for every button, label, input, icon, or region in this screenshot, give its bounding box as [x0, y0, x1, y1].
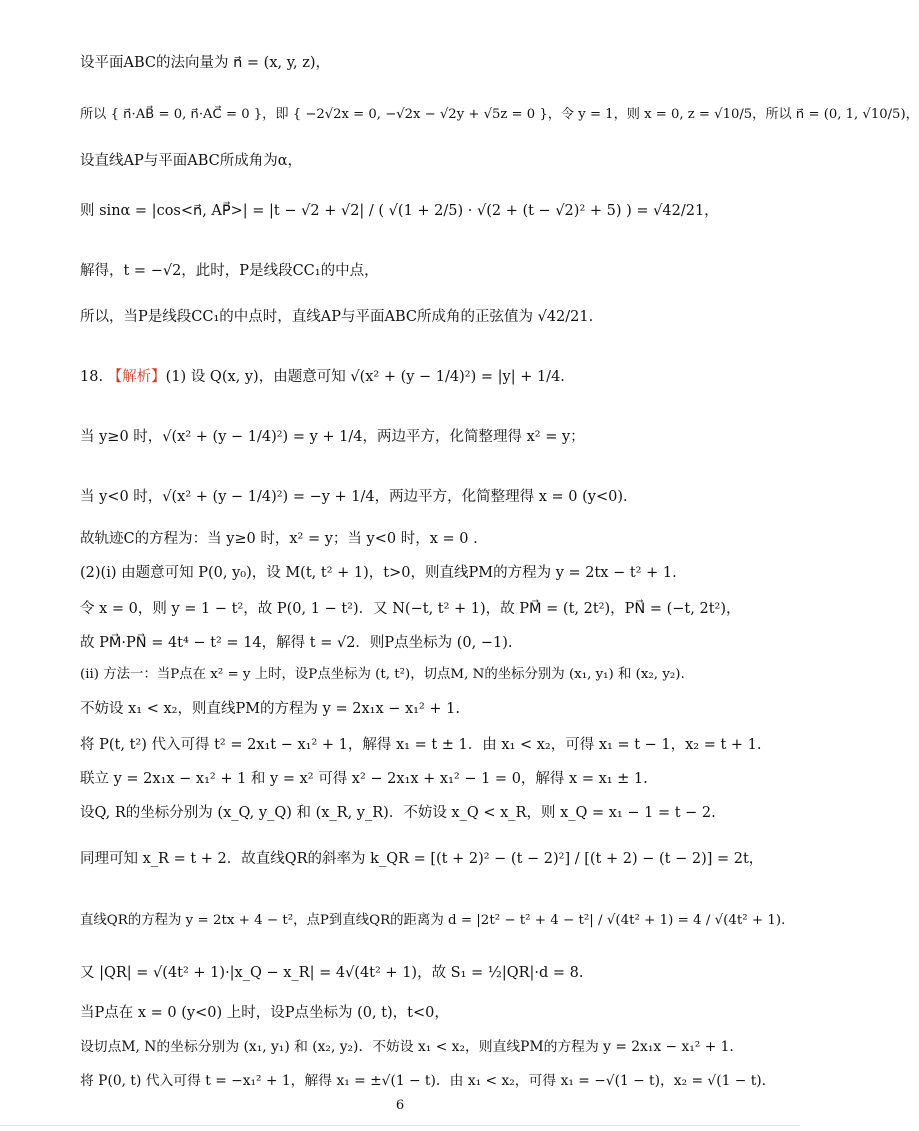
text-line-16: 将 P(t, t²) 代入可得 t² = 2x₁t − x₁² + 1，解得 x₁ = t ± 1．由 x₁ < x₂，可得 x₁ = t − 1，x₂ = t + 1.: [80, 737, 762, 753]
problem-18-header: 18. 【解析】(1) 设 Q(x, y)，由题意可知 √(x² + (y − 1/4)²) = |y| + 1/4.: [80, 369, 565, 385]
text-line-15: 不妨设 x₁ < x₂，则直线PM的方程为 y = 2x₁x − x₁² + 1.: [80, 701, 460, 717]
text-line-10: 故轨迹C的方程为：当 y≥0 时，x² = y；当 y<0 时，x = 0 .: [80, 531, 478, 547]
text-line-14: (ii) 方法一：当P点在 x² = y 上时，设P点坐标为 (t, t²)，切点M, N的坐标分别为 (x₁, y₁) 和 (x₂, y₂).: [80, 667, 685, 682]
page-number: 6: [395, 1098, 405, 1113]
text-line-3: 设直线AP与平面ABC所成角为α，: [80, 153, 303, 169]
text-line-11: (2)(i) 由题意可知 P(0, y₀)，设 M(t, t² + 1)，t>0，则直线PM的方程为 y = 2tx − t² + 1.: [80, 565, 677, 581]
text-line-21: 又 |QR| = √(4t² + 1)·|x_Q − x_R| = 4√(4t² + 1)，故 S₁ = ½|QR|·d = 8.: [80, 965, 584, 981]
text-line-1: 设平面ABC的法向量为 n⃗ = (x, y, z)，: [80, 55, 330, 71]
text-line-20: 直线QR的方程为 y = 2tx + 4 − t²，点P到直线QR的距离为 d = |2t² − t² + 4 − t²| / √(4t² + 1) = 4 / √(4t² + 1).: [80, 913, 786, 928]
footer-divider: [0, 1125, 800, 1126]
text-line-13: 故 PM⃗·PN⃗ = 4t⁴ − t² = 14，解得 t = √2．则P点坐标为 (0, −1).: [80, 635, 513, 651]
text-line-2: 所以 { n⃗·AB⃗ = 0, n⃗·AC⃗ = 0 }，即 { −2√2x = 0, −√2x − √2y + √5z = 0 }，令 y = 1，则 x = 0, z = √10/5，所以 n⃗ = (0, 1, √10/5)，: [80, 107, 919, 122]
text-line-23: 设切点M, N的坐标分别为 (x₁, y₁) 和 (x₂, y₂)．不妨设 x₁ < x₂，则直线PM的方程为 y = 2x₁x − x₁² + 1.: [80, 1039, 734, 1055]
text-line-6: 所以，当P是线段CC₁的中点时，直线AP与平面ABC所成角的正弦值为 √42/21.: [80, 309, 594, 325]
text-line-9: 当 y<0 时，√(x² + (y − 1/4)²) = −y + 1/4，两边平方，化简整理得 x = 0 (y<0).: [80, 489, 628, 505]
text-line-17: 联立 y = 2x₁x − x₁² + 1 和 y = x² 可得 x² − 2x₁x + x₁² − 1 = 0，解得 x = x₁ ± 1.: [80, 771, 648, 787]
text-line-5: 解得，t = −√2，此时，P是线段CC₁的中点，: [80, 263, 379, 279]
text-line-12: 令 x = 0，则 y = 1 − t²，故 P(0, 1 − t²)．又 N(−t, t² + 1)，故 PM⃗ = (t, 2t²)，PN⃗ = (−t, 2t²)，: [80, 601, 741, 617]
text-line-22: 当P点在 x = 0 (y<0) 上时，设P点坐标为 (0, t)，t<0，: [80, 1005, 449, 1021]
text-line-18: 设Q, R的坐标分别为 (x_Q, y_Q) 和 (x_R, y_R)．不妨设 x_Q < x_R，则 x_Q = x₁ − 1 = t − 2.: [80, 805, 716, 821]
analysis-tag: 【解析】: [107, 369, 166, 385]
text-line-19: 同理可知 x_R = t + 2．故直线QR的斜率为 k_QR = [(t + 2)² − (t − 2)²] / [(t + 2) − (t − 2)] = 2t，: [80, 851, 764, 867]
text-line-8: 当 y≥0 时，√(x² + (y − 1/4)²) = y + 1/4，两边平方，化简整理得 x² = y；: [80, 429, 585, 445]
text-line-24: 将 P(0, t) 代入可得 t = −x₁² + 1，解得 x₁ = ±√(1 − t)．由 x₁ < x₂，可得 x₁ = −√(1 − t)，x₂ = √(1 − t).: [80, 1073, 767, 1089]
text-line-4: 则 sinα = |cos<n⃗, AP⃗>| = |t − √2 + √2| / ( √(1 + 2/5) · √(2 + (t − √2)² + 5) ) = √42/21，: [80, 203, 719, 219]
